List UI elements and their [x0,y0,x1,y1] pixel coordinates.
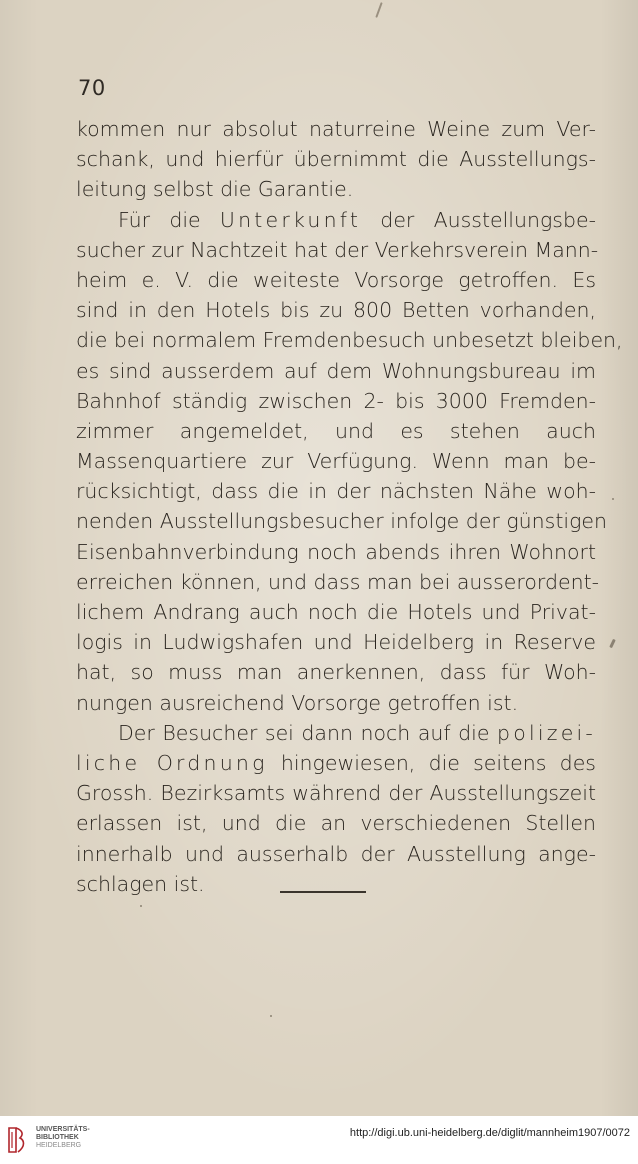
section-rule [280,891,366,893]
text-line: innerhalb und ausserhalb der Ausstellung ange- [76,841,596,866]
footer-bar [0,1116,638,1164]
text-line: zimmer angemeldet, und es stehen auch [76,418,596,443]
text-line [76,205,596,235]
text-line: heim e. V. die weiteste Vorsorge getroffen. Es [76,267,596,292]
text-line: Eisenbahnverbindung noch abends ihren Wohnort [76,539,596,564]
library-name-line: BIBLIOTHEK [36,1134,79,1141]
paper-speck [612,498,614,500]
text-line: logis in Ludwigshafen und Heidelberg in Reserve [76,630,596,655]
paper-speck [270,1015,272,1017]
text-segment: hingewiesen, die seitens des [267,750,596,775]
text-line: Bahnhof ständig zwischen 2- bis 3000 Fremden- [76,388,596,413]
library-name-line: HEIDELBERG [36,1142,82,1149]
text-line: leitung selbst die Garantie. [76,177,354,202]
text-line: lichem Andrang auch noch die Hotels und Privat- [76,600,596,624]
text-line: hat, so muss man anerkennen, dass für Woh- [76,660,596,685]
text-line: kommen nur absolut naturreine Weine zum Ver- [76,117,596,141]
text-line: erlassen ist, und die an verschiedenen Stellen [76,811,596,836]
text-line: schlagen ist. [76,871,205,896]
body-text [76,114,623,899]
page-number: 70 [78,76,106,100]
text-line: sucher zur Nachtzeit hat der Verkehrsverein Mann- [76,237,599,262]
paper-speck [609,639,616,648]
text-line: nungen ausreichend Vorsorge getroffen ist. [76,690,519,715]
library-name-line: UNIVERSITÄTS- [36,1126,90,1133]
source-url[interactable]: http://digi.ub.uni-heidelberg.de/diglit/mannheim1907/0072 [349,1127,630,1139]
emphasized-term: polizei- [496,720,596,745]
text-line: schank, und hierfür übernimmt die Ausstellungs- [76,147,596,172]
text-line: erreichen können, und dass man bei ausserordent- [76,569,600,594]
text-line: es sind ausserdem auf dem Wohnungsbureau im [76,358,596,383]
paper-speck [375,2,382,18]
text-segment: der Ausstellungsbe- [361,207,596,232]
text-segment: Für die [118,207,220,232]
emphasized-term: liche Ordnung [76,750,268,775]
text-segment: Der Besucher sei dann noch auf die [118,720,497,745]
text-line: Grossh. Bezirksamts während der Ausstellungszeit [76,781,596,806]
text-line [76,748,596,778]
text-line [76,718,596,748]
text-line: die bei normalem Fremdenbesuch unbesetzt bleiben, [76,328,623,353]
text-line: Massenquartiere zur Verfügung. Wenn man be- [76,449,596,474]
library-name [36,1126,90,1150]
emphasized-term: Unterkunft [219,207,362,232]
text-line: nenden Ausstellungsbesucher infolge der günstigen [76,509,607,534]
library-logo-icon [6,1124,32,1156]
paper-speck [140,905,142,907]
text-line: rücksichtigt, dass die in der nächsten Nähe woh- [76,479,596,504]
text-line: sind in den Hotels bis zu 800 Betten vorhanden, [76,298,596,323]
